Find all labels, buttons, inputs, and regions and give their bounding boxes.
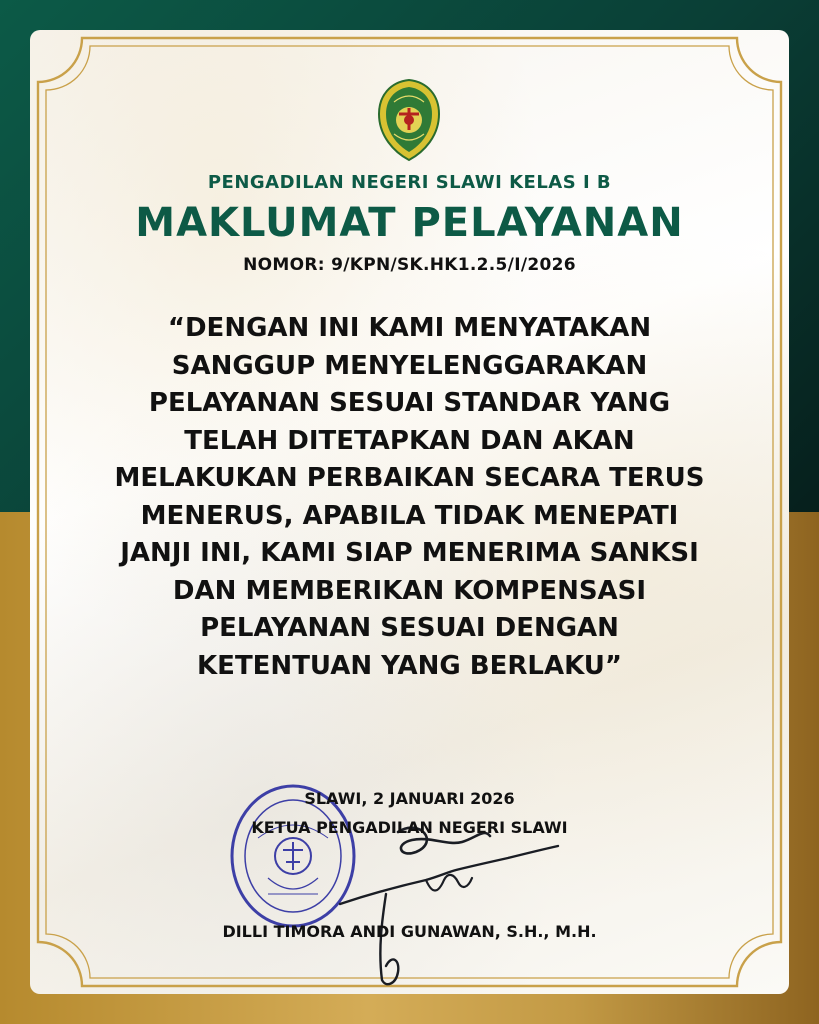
statement-line: “DENGAN INI KAMI MENYATAKAN bbox=[167, 313, 652, 343]
statement-line: PELAYANAN SESUAI STANDAR YANG bbox=[148, 388, 671, 418]
signature-place-date: SLAWI, 2 JANUARI 2026 bbox=[304, 789, 515, 808]
statement-line: SANGGUP MENYELENGGARAKAN bbox=[171, 350, 648, 381]
court-emblem-icon bbox=[376, 78, 442, 162]
statement-line: PELAYANAN SESUAI DENGAN bbox=[200, 613, 619, 643]
statement-line: DAN MEMBERIKAN KOMPENSASI bbox=[172, 575, 647, 606]
statement-line: MELAKUKAN PERBAIKAN SECARA TERUS bbox=[114, 463, 705, 493]
signer-name: DILLI TIMORA ANDI GUNAWAN, S.H., M.H. bbox=[222, 922, 597, 941]
statement-line: MENERUS, APABILA TIDAK MENEPATI bbox=[140, 500, 679, 531]
institution-name: PENGADILAN NEGERI SLAWI KELAS I B bbox=[207, 172, 612, 193]
statement-line: TELAH DITETAPKAN DAN AKAN bbox=[184, 425, 635, 456]
statement-line: JANJI INI, KAMI SIAP MENERIMA SANKSI bbox=[120, 538, 699, 568]
handwritten-signature bbox=[330, 820, 560, 990]
signer-position: KETUA PENGADILAN NEGERI SLAWI bbox=[251, 818, 568, 837]
document-number: NOMOR: 9/KPN/SK.HK1.2.5/I/2026 bbox=[243, 255, 576, 275]
statement-line: KETENTUAN YANG BERLAKU” bbox=[197, 650, 622, 681]
service-statement bbox=[70, 310, 749, 685]
page-title: MAKLUMAT PELAYANAN bbox=[135, 200, 684, 246]
announcement-card bbox=[30, 30, 789, 994]
